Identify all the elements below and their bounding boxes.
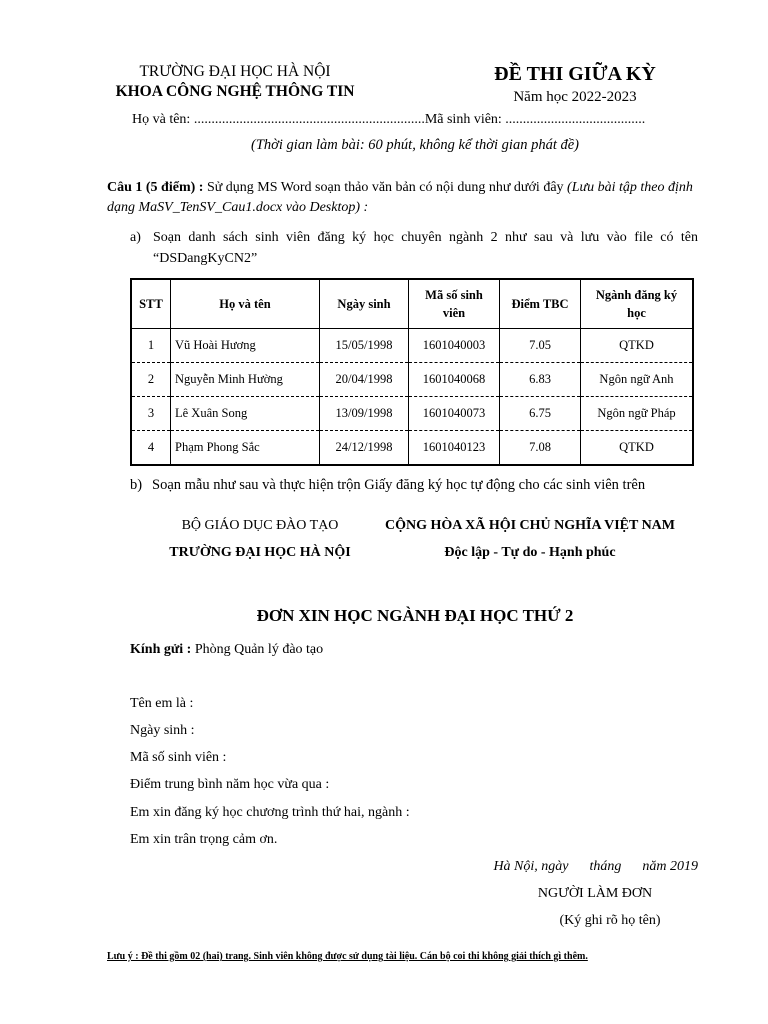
cell-gpa: 6.83 — [500, 363, 581, 397]
cell-name: Phạm Phong Sắc — [171, 431, 320, 466]
form-header-right — [380, 512, 680, 566]
exam-header-left — [90, 62, 380, 102]
table-row — [131, 363, 693, 397]
header-name: Họ và tên — [171, 279, 320, 329]
table-row — [131, 329, 693, 363]
university-name: TRƯỜNG ĐẠI HỌC HÀ NỘI — [139, 63, 331, 80]
faculty-name: KHOA CÔNG NGHỆ THÔNG TIN — [115, 83, 355, 100]
field-dob: Ngày sinh : — [130, 723, 195, 738]
field-thanks: Em xin trân trọng cảm ơn. — [130, 832, 278, 847]
question-1-note: (Lưu bài tập theo định dạng MaSV_TenSV_Cau1.docx vào Desktop) : — [107, 180, 693, 215]
form-university-name: TRƯỜNG ĐẠI HỌC HÀ NỘI — [169, 545, 351, 560]
applicant-label: NGƯỜI LÀM ĐƠN — [537, 886, 653, 901]
table-row — [131, 397, 693, 431]
cell-dob: 15/05/1998 — [320, 329, 409, 363]
cell-dob: 20/04/1998 — [320, 363, 409, 397]
cell-stt: 1 — [131, 329, 171, 363]
header-student-id: Mã số sinh viên — [409, 279, 500, 329]
form-title: ĐƠN XIN HỌC NGÀNH ĐẠI HỌC THỨ 2 — [256, 606, 574, 625]
cell-student-id: 1601040073 — [409, 397, 500, 431]
question-1-part-a — [130, 227, 698, 269]
place-date — [460, 859, 698, 875]
cell-gpa: 7.05 — [500, 329, 581, 363]
cell-gpa: 7.08 — [500, 431, 581, 466]
recipient-label: Kính gửi : — [130, 642, 192, 657]
time-note: (Thời gian làm bài: 60 phút, không kể thời gian phát đề) — [251, 137, 579, 153]
exam-title: ĐỀ THI GIỮA KỲ — [494, 63, 656, 85]
cell-student-id: 1601040003 — [409, 329, 500, 363]
part-a-label: a) — [130, 230, 141, 245]
ministry-name: BỘ GIÁO DỤC ĐÀO TẠO — [181, 518, 339, 533]
table-header-row — [131, 279, 693, 329]
signature-note: (Ký ghi rõ họ tên) — [559, 913, 661, 928]
field-gpa: Điểm trung bình năm học vừa qua : — [130, 777, 330, 792]
header-stt: STT — [131, 279, 171, 329]
form-recipient — [130, 642, 323, 658]
cell-name: Nguyễn Minh Hường — [171, 363, 320, 397]
part-a-text: Soạn danh sách sinh viên đăng ký học chuyên ngành 2 như sau và lưu vào file có tên “DSDangKyCN2” — [153, 230, 698, 266]
cell-student-id: 1601040068 — [409, 363, 500, 397]
header-dob: Ngày sinh — [320, 279, 409, 329]
cell-stt: 3 — [131, 397, 171, 431]
table-row — [131, 431, 693, 466]
cell-gpa: 6.75 — [500, 397, 581, 431]
place-date-text: Hà Nội, ngày tháng năm 2019 — [493, 859, 698, 874]
form-header-left — [140, 512, 380, 566]
cell-stt: 2 — [131, 363, 171, 397]
header-major: Ngành đăng ký học — [581, 279, 694, 329]
cell-dob: 24/12/1998 — [320, 431, 409, 466]
field-name: Tên em là : — [130, 696, 194, 711]
field-major: Em xin đăng ký học chương trình thứ hai, ngành : — [130, 805, 410, 820]
cell-major: QTKD — [581, 431, 694, 466]
field-student-id: Mã số sinh viên : — [130, 750, 227, 765]
student-registration-table — [130, 278, 694, 466]
cell-name: Vũ Hoài Hương — [171, 329, 320, 363]
cell-stt: 4 — [131, 431, 171, 466]
question-1-text: Sử dụng MS Word soạn thảo văn bản có nội dung như dưới đây — [203, 180, 568, 195]
cell-dob: 13/09/1998 — [320, 397, 409, 431]
part-b-text: Soạn mẫu như sau và thực hiện trộn Giấy đăng ký học tự động cho các sinh viên trên — [152, 477, 646, 493]
header-gpa: Điểm TBC — [500, 279, 581, 329]
question-1-label: Câu 1 (5 điểm) : — [107, 180, 204, 195]
national-motto: Độc lập - Tự do - Hạnh phúc — [444, 545, 616, 560]
exam-footnote: Lưu ý : Đề thi gồm 02 (hai) trang. Sinh viên không được sử dụng tài liệu. Cán bộ coi thi không giải thích gì thêm. — [107, 951, 588, 962]
part-b-label: b) — [130, 477, 143, 493]
exam-header-right — [440, 60, 710, 106]
cell-major: QTKD — [581, 329, 694, 363]
question-1-part-b — [130, 477, 645, 494]
recipient-value: Phòng Quản lý đào tạo — [191, 642, 324, 657]
cell-name: Lê Xuân Song — [171, 397, 320, 431]
cell-student-id: 1601040123 — [409, 431, 500, 466]
cell-major: Ngôn ngữ Anh — [581, 363, 694, 397]
school-year: Năm học 2022-2023 — [513, 89, 637, 105]
student-info-line: Họ và tên: ..................................................................Mã sinh viên: ........................................ — [132, 112, 646, 127]
cell-major: Ngôn ngữ Pháp — [581, 397, 694, 431]
republic-name: CỘNG HÒA XÃ HỘI CHỦ NGHĨA VIỆT NAM — [384, 518, 675, 533]
question-1 — [107, 178, 699, 218]
